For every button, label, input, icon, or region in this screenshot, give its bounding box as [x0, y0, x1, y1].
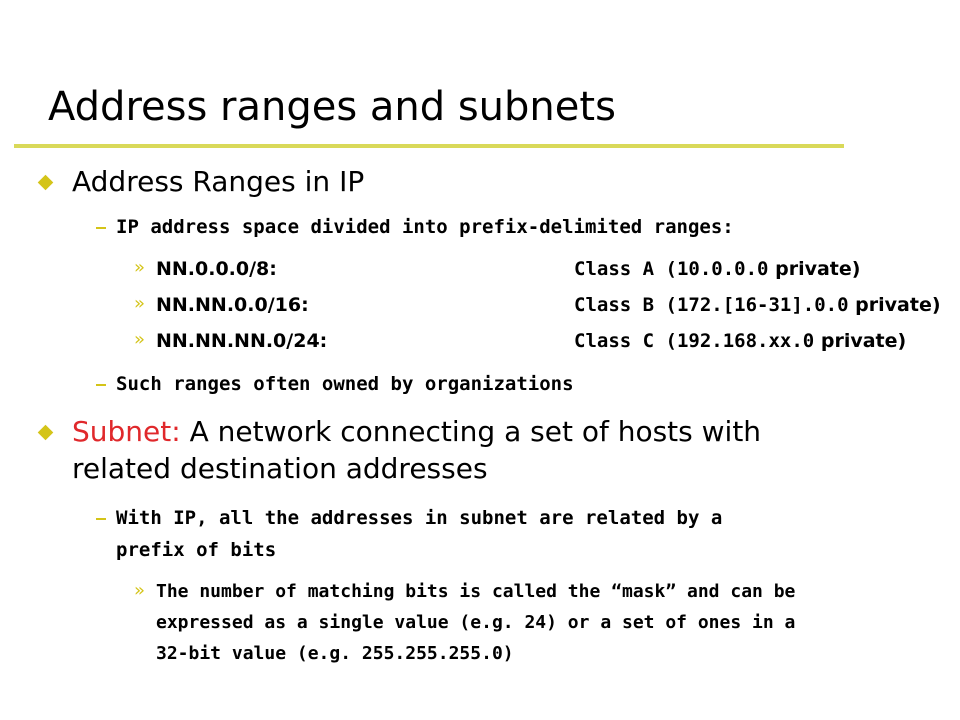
range-row [156, 290, 941, 320]
dash-bullet-icon [96, 384, 106, 386]
sub-bullet-ownership: Such ranges often owned by organizations [116, 373, 574, 395]
sub-bullet-prefix-line2: prefix of bits [116, 539, 277, 561]
chevron-bullet-icon: » [134, 580, 146, 601]
dash-bullet-icon [96, 518, 106, 520]
range-prefix: NN.NN.0.0/16: [156, 294, 309, 316]
bullet-address-ranges: Address Ranges in IP [72, 165, 365, 198]
range-note: private) [855, 294, 941, 316]
mask-detail-line3: 32-bit value (e.g. 255.255.255.0) [156, 643, 514, 664]
subnet-term: Subnet: [72, 415, 181, 448]
dash-bullet-icon [96, 227, 106, 229]
bullet-subnet [72, 415, 761, 449]
range-row [156, 326, 916, 356]
chevron-bullet-icon: » [134, 329, 146, 350]
chevron-bullet-icon: » [134, 257, 146, 278]
mask-detail-line2: expressed as a single value (e.g. 24) or a set of ones in a [156, 612, 796, 633]
title-underline [14, 144, 844, 148]
range-row [156, 254, 916, 284]
diamond-bullet-icon [38, 425, 54, 441]
sub-bullet-prefix-line1: With IP, all the addresses in subnet are related by a [116, 507, 723, 529]
range-note: private) [820, 330, 907, 352]
subnet-definition-line2: related destination addresses [72, 452, 488, 485]
chevron-bullet-icon: » [134, 293, 146, 314]
range-class: Class C (192.168.xx.0 [574, 330, 815, 352]
subnet-definition-line1: A network connecting a set of hosts with [189, 415, 762, 448]
diamond-bullet-icon [38, 175, 54, 191]
range-class: Class B (172.[16-31].0.0 [574, 294, 849, 316]
range-prefix: NN.NN.NN.0/24: [156, 330, 328, 352]
range-prefix: NN.0.0.0/8: [156, 258, 277, 280]
sub-bullet-address-space: IP address space divided into prefix-delimited ranges: [116, 216, 734, 238]
range-note: private) [775, 258, 861, 280]
range-class: Class A (10.0.0.0 [574, 258, 769, 280]
slide-title: Address ranges and subnets [48, 84, 616, 130]
mask-detail-line1: The number of matching bits is called the “mask” and can be [156, 581, 796, 602]
